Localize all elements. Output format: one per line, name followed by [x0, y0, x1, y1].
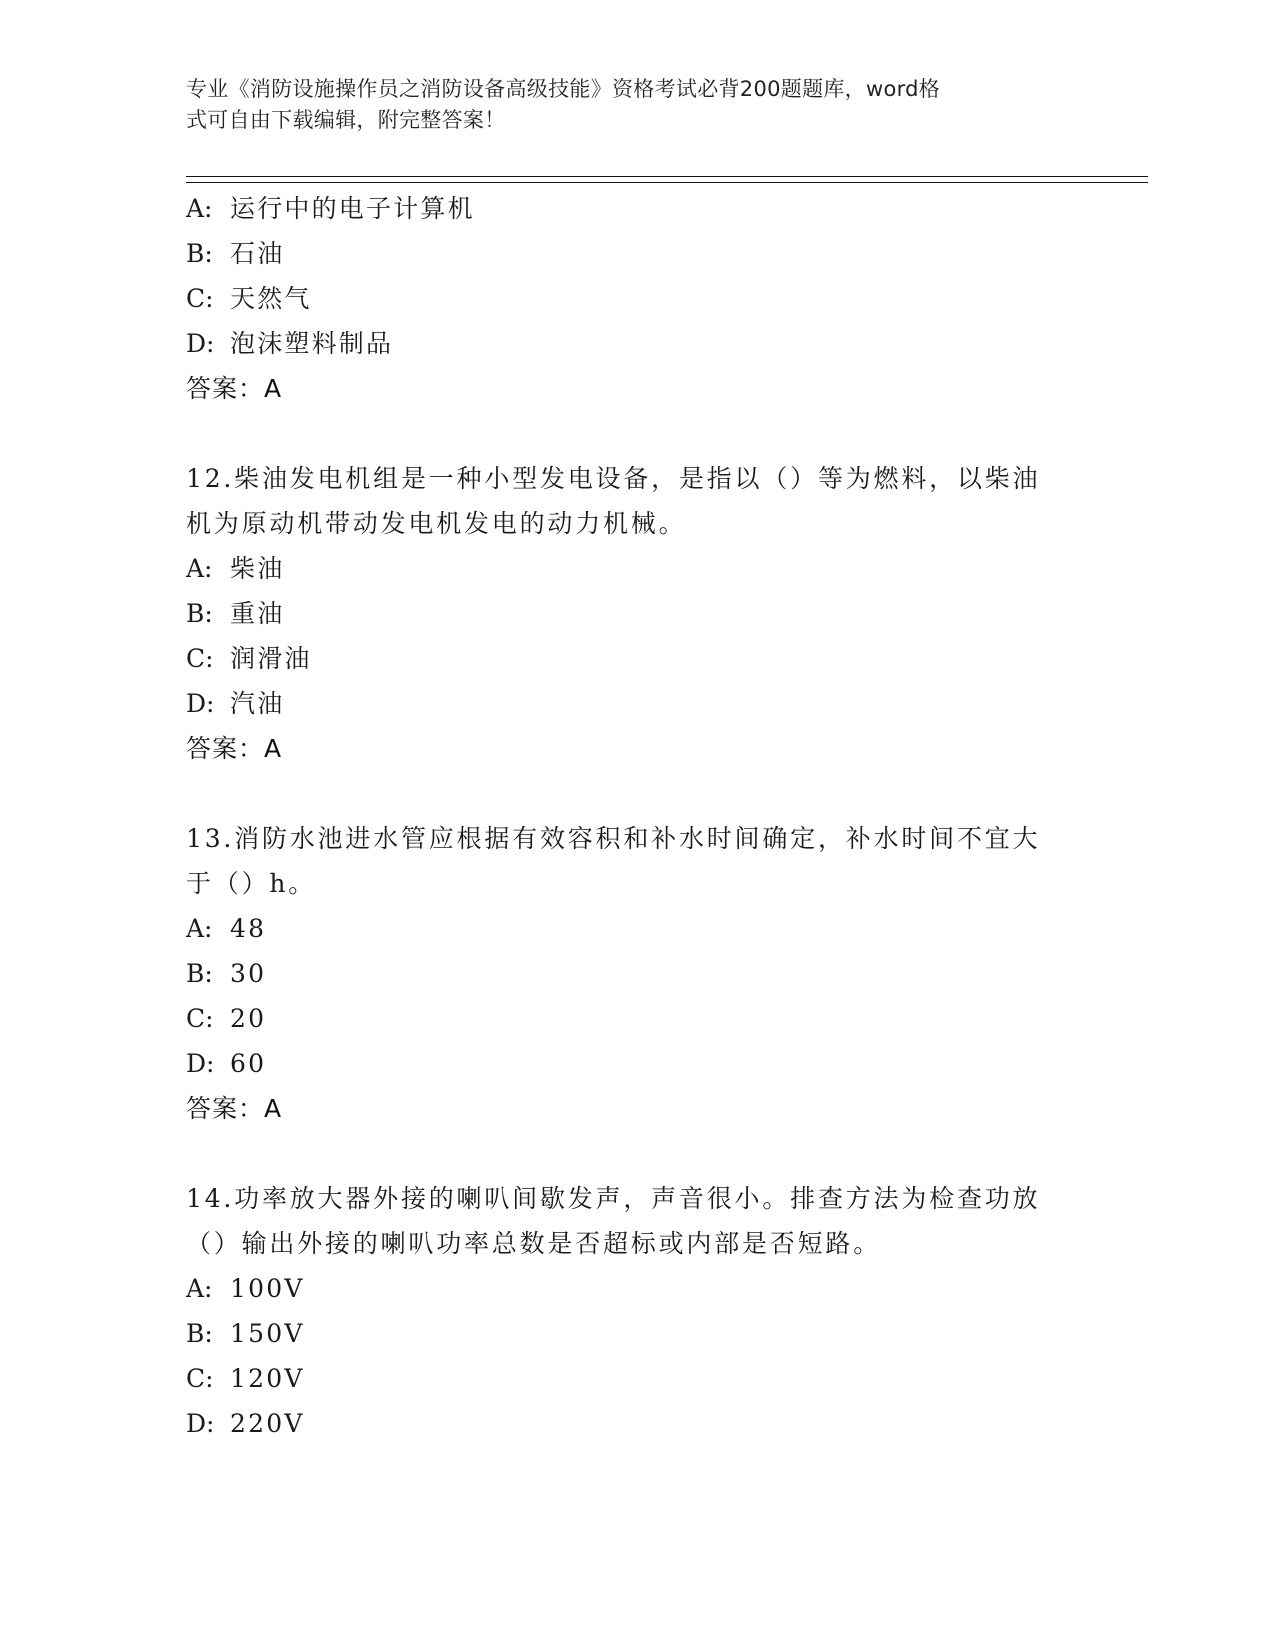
question-stem-line-1: 14.功率放大器外接的喇叭间歇发声，声音很小。排查方法为检查功放 [186, 1184, 1041, 1213]
question-stem-line-2: 于（）h。 [186, 869, 317, 898]
option-letter: C: [186, 284, 214, 313]
question-stem-line-2: 机为原动机带动发电机发电的动力机械。 [186, 509, 687, 538]
option-text: 天然气 [230, 284, 312, 313]
option-a [186, 906, 1076, 951]
option-c [186, 1356, 1076, 1401]
option-text: 重油 [230, 599, 285, 628]
option-letter: A: [186, 194, 213, 223]
option-c [186, 636, 1076, 681]
option-letter: A: [186, 1274, 213, 1303]
option-b [186, 231, 1076, 276]
option-a [186, 546, 1076, 591]
option-text: 20 [230, 1004, 267, 1033]
option-b [186, 591, 1076, 636]
answer-line: 答案：A [186, 1094, 283, 1123]
option-text: 150V [230, 1319, 305, 1348]
option-letter: A: [186, 914, 213, 943]
option-text: 60 [230, 1049, 267, 1078]
option-letter: D: [186, 329, 215, 358]
question-stem [186, 1176, 1076, 1266]
option-text: 120V [230, 1364, 305, 1393]
question-stem-line-1: 13.消防水池进水管应根据有效容积和补水时间确定，补水时间不宜大 [186, 824, 1041, 853]
option-letter: C: [186, 1364, 214, 1393]
option-letter: D: [186, 1409, 215, 1438]
header-rule-top [186, 176, 1148, 177]
option-letter: B: [186, 599, 213, 628]
option-b [186, 1311, 1076, 1356]
option-letter: C: [186, 644, 214, 673]
question-stem-line-2: （）输出外接的喇叭功率总数是否超标或内部是否短路。 [186, 1229, 882, 1258]
question-11-continued [186, 186, 1076, 411]
header-line-2: 式可自由下载编辑，附完整答案！ [186, 108, 506, 132]
option-text: 柴油 [230, 554, 285, 583]
question-stem [186, 456, 1076, 546]
option-text: 30 [230, 959, 267, 988]
question-12 [186, 456, 1076, 771]
document-header [186, 74, 1056, 136]
option-letter: D: [186, 1049, 215, 1078]
option-d [186, 1401, 1076, 1446]
option-letter: C: [186, 1004, 214, 1033]
option-text: 48 [230, 914, 267, 943]
option-a [186, 1266, 1076, 1311]
question-stem-line-1: 12.柴油发电机组是一种小型发电设备，是指以（）等为燃料，以柴油 [186, 464, 1041, 493]
option-d [186, 1041, 1076, 1086]
option-d [186, 681, 1076, 726]
header-rule-bottom [186, 182, 1148, 183]
option-text: 100V [230, 1274, 305, 1303]
spacer [186, 411, 1076, 456]
question-13 [186, 816, 1076, 1131]
spacer [186, 1131, 1076, 1176]
option-letter: D: [186, 689, 215, 718]
header-line-1: 专业《消防设施操作员之消防设备高级技能》资格考试必背200题题库，word格 [186, 77, 941, 101]
option-text: 石油 [230, 239, 285, 268]
option-text: 220V [230, 1409, 305, 1438]
option-b [186, 951, 1076, 996]
spacer [186, 771, 1076, 816]
option-letter: A: [186, 554, 213, 583]
option-c [186, 276, 1076, 321]
option-text: 汽油 [230, 689, 285, 718]
option-letter: B: [186, 1319, 213, 1348]
option-text: 泡沫塑料制品 [230, 329, 394, 358]
question-14 [186, 1176, 1076, 1446]
option-d [186, 321, 1076, 366]
question-list [186, 186, 1076, 1446]
answer-line: 答案：A [186, 374, 283, 403]
option-letter: B: [186, 959, 213, 988]
option-text: 运行中的电子计算机 [230, 194, 475, 223]
option-letter: B: [186, 239, 213, 268]
option-text: 润滑油 [230, 644, 312, 673]
answer-line: 答案：A [186, 734, 283, 763]
option-a [186, 186, 1076, 231]
question-stem [186, 816, 1076, 906]
option-c [186, 996, 1076, 1041]
